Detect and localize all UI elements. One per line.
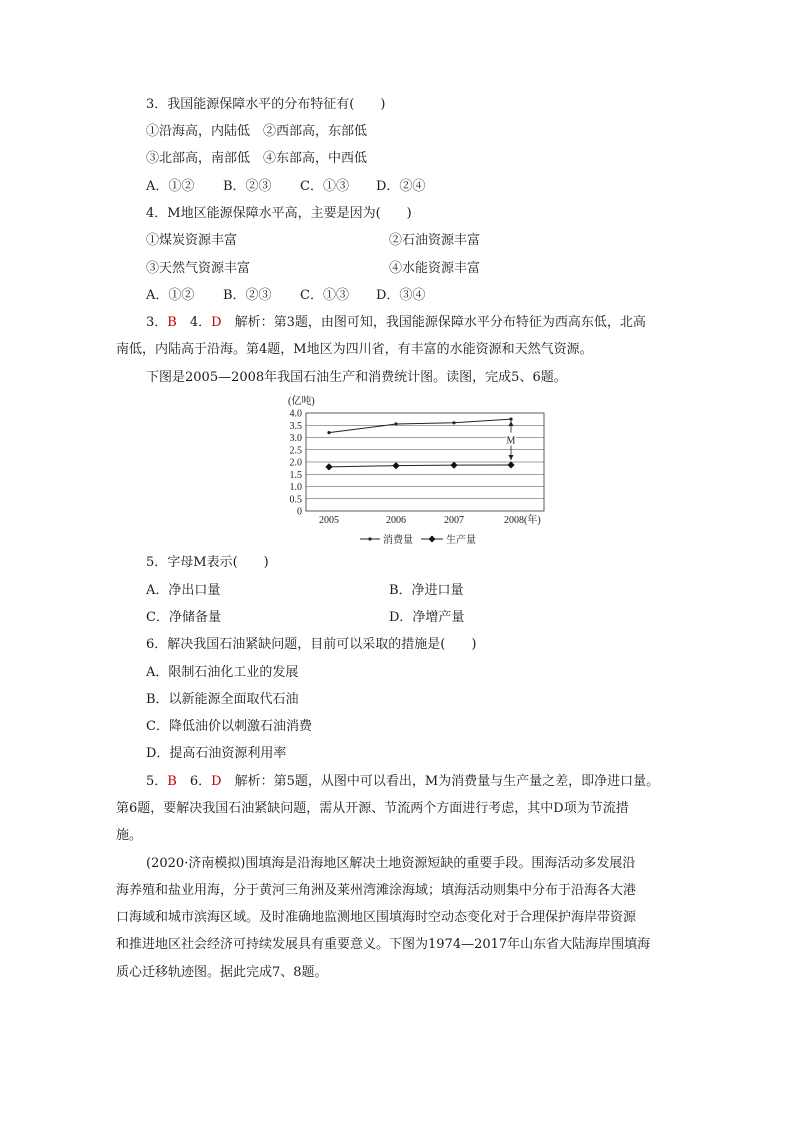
para-7-8-line4: 和推进地区社会经济可持续发展具有重要意义。下图为1974—2017年山东省大陆海岸围填海: [116, 937, 651, 952]
y-tick-label: 4.0: [289, 408, 302, 420]
para-7-8-line1: (2020·济南模拟)围填海是沿海地区解决土地资源短缺的重要手段。围海活动多发展沿: [146, 856, 636, 871]
point-consumption: [394, 422, 397, 425]
q6-option-d: D．提高石油资源利用率: [146, 746, 287, 761]
y-tick-label: 2.0: [289, 457, 302, 469]
para-7-8-line3: 口海域和城市滨海区域。及时准确地监测地区围填海时空动态变化对于合理保护海岸带资源: [116, 910, 637, 925]
q5-option-d: D．净增产量: [389, 610, 465, 625]
q4-choice-c: C．①③: [300, 288, 349, 303]
x-tick-label: 2005: [319, 515, 339, 526]
y-tick-label: 2.5: [289, 445, 302, 457]
q3-choice-a: A．①②: [146, 179, 195, 194]
point-production: [325, 463, 332, 470]
point-production: [450, 462, 457, 469]
q6-option-c: C．降低油价以刺激石油消费: [146, 719, 312, 734]
q4-option-1: ①煤炭资源丰富: [146, 233, 238, 248]
m-annotation-label: M: [506, 435, 516, 447]
para-7-8-line5: 质心迁移轨迹图。据此完成7、8题。: [116, 965, 328, 980]
answer-4: D: [211, 315, 222, 330]
legend-label-production: 生产量: [446, 535, 476, 546]
y-axis-label: (亿吨): [288, 396, 315, 407]
q4-choice-d: D．③④: [376, 288, 426, 303]
answer-5-6-line3: 施。: [116, 828, 143, 843]
q6-stem: 6．解决我国石油紧缺问题，目前可以采取的措施是( ): [146, 637, 477, 652]
series-line-consumption: [329, 419, 511, 432]
y-tick-label: 3.0: [289, 433, 302, 444]
y-tick-label: 3.5: [289, 420, 302, 432]
intro-5-6: 下图是2005—2008年我国石油生产和消费统计图。读图，完成5、6题。: [146, 370, 567, 385]
y-tick-label: 0: [297, 506, 302, 518]
m-arrow-head-bottom: [509, 455, 514, 460]
q3-choice-b: B．②③: [223, 179, 272, 194]
q4-option-2: ②石油资源丰富: [389, 233, 481, 248]
y-tick-label: 1.5: [289, 469, 302, 481]
q3-options-row2: ③北部高，南部低 ④东部高，中西低: [146, 151, 368, 166]
answer-6: D: [211, 774, 222, 789]
answer-3-4-line1: 3．B 4．D 解析：第3题，由图可知，我国能源保障水平分布特征为西高东低，北高: [146, 315, 646, 330]
y-tick-label: 0.5: [289, 494, 302, 506]
point-consumption: [509, 418, 512, 421]
m-arrow-head-top: [509, 421, 514, 426]
q4-stem: 4．M地区能源保障水平高，主要是因为( ): [146, 206, 412, 221]
y-tick-label: 1.0: [289, 482, 302, 493]
answer-5-6-line1: 5．B 6．D 解析：第5题，从图中可以看出，M为消费量与生产量之差，即净进口量。: [146, 774, 660, 789]
q3-choice-d: D．②④: [376, 179, 426, 194]
x-tick-label: 2008(年): [504, 515, 541, 526]
q3-stem: 3．我国能源保障水平的分布特征有( ): [146, 97, 386, 112]
q5-stem: 5．字母M表示( ): [146, 555, 269, 570]
q4-option-3: ③天然气资源丰富: [146, 261, 251, 276]
q4-option-4: ④水能资源丰富: [389, 261, 481, 276]
q5-option-b: B．净进口量: [389, 583, 464, 598]
q6-option-b: B．以新能源全面取代石油: [146, 692, 299, 707]
point-production: [507, 461, 514, 468]
answer-5: B: [167, 774, 177, 789]
q6-option-a: A．限制石油化工业的发展: [146, 665, 299, 680]
oil-chart: [280, 390, 550, 550]
legend-label-consumption: 消费量: [383, 535, 413, 546]
answer-3: B: [167, 315, 177, 330]
legend-marker-consumption: [368, 537, 371, 540]
q3-choice-c: C．①③: [300, 179, 349, 194]
point-consumption: [327, 431, 330, 434]
point-consumption: [452, 421, 455, 424]
q3-options-row1: ①沿海高，内陆低 ②西部高，东部低: [146, 124, 368, 139]
x-tick-label: 2007: [444, 515, 464, 526]
q5-option-c: C．净储备量: [146, 610, 221, 625]
q5-option-a: A．净出口量: [146, 583, 221, 598]
x-tick-label: 2006: [386, 515, 406, 526]
q4-choice-a: A．①②: [146, 288, 195, 303]
series-line-production: [329, 465, 511, 467]
point-production: [392, 462, 399, 469]
answer-5-6-line2: 第6题，要解决我国石油紧缺问题，需从开源、节流两个方面进行考虑，其中D项为节流措: [116, 801, 629, 816]
para-7-8-line2: 海养殖和盐业用海，分于黄河三角洲及莱州湾滩涂海域；填海活动则集中分布于沿海各大港: [116, 883, 637, 898]
legend-marker-production: [429, 536, 436, 543]
answer-3-4-line2: 南低，内陆高于沿海。第4题，M地区为四川省，有丰富的水能资源和天然气资源。: [116, 342, 593, 357]
q4-choice-b: B．②③: [223, 288, 272, 303]
